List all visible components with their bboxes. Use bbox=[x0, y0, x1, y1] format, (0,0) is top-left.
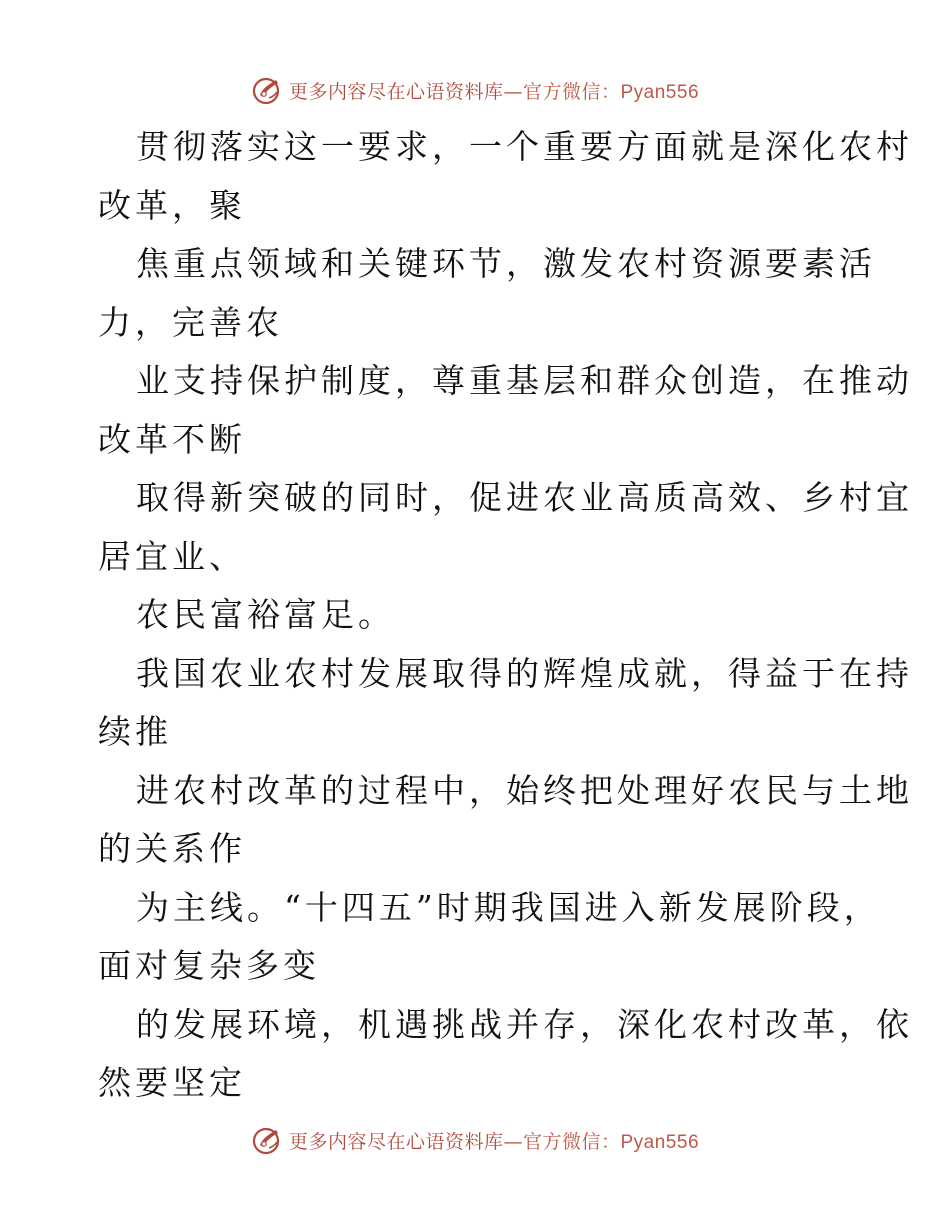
banner-text bbox=[289, 77, 699, 104]
body-line: 取得新突破的同时，促进农业高质高效、乡村宜 bbox=[136, 478, 913, 517]
body-line: 改革，聚 bbox=[98, 185, 246, 225]
body-line: 进农村改革的过程中，始终把处理好农民与土地 bbox=[136, 770, 913, 810]
body-line: 改革不断 bbox=[98, 419, 246, 459]
body-line: 的发展环境，机遇挑战并存，深化农村改革，依 bbox=[136, 1004, 913, 1044]
body-line: 焦重点领域和关键环节，激发农村资源要素活 bbox=[136, 244, 876, 283]
body-line: 农民富裕富足。 bbox=[136, 595, 395, 634]
body-line: 为主线。“十四五”时期我国进入新发展阶段， bbox=[136, 887, 881, 927]
banner-wechat-label: 官方微信： bbox=[522, 80, 621, 103]
banner-dash: — bbox=[503, 1130, 523, 1153]
body-line: 的关系作 bbox=[98, 829, 246, 868]
document-body bbox=[98, 118, 913, 1113]
body-line: 居宜业、 bbox=[98, 536, 246, 576]
body-line: 然要坚定 bbox=[98, 1063, 246, 1102]
banner-wechat-label: 官方微信： bbox=[522, 1130, 621, 1153]
header-banner bbox=[0, 72, 950, 108]
body-line: 力，完善农 bbox=[98, 302, 283, 342]
brand-logo-icon bbox=[251, 1124, 283, 1156]
body-line: 续推 bbox=[98, 712, 172, 751]
banner-site-name: 更多内容尽在心语资料库 bbox=[288, 80, 504, 103]
body-line: 面对复杂多变 bbox=[98, 946, 320, 985]
banner-dash: — bbox=[503, 80, 523, 103]
body-line: 业支持保护制度，尊重基层和群众创造，在推动 bbox=[136, 361, 913, 400]
brand-logo-icon bbox=[251, 74, 283, 106]
footer-banner bbox=[0, 1122, 950, 1158]
banner-wechat-id: Pyan556 bbox=[620, 1131, 700, 1153]
banner-text bbox=[289, 1127, 699, 1154]
body-line: 我国农业农村发展取得的辉煌成就，得益于在持 bbox=[136, 653, 913, 693]
body-line: 贯彻落实这一要求，一个重要方面就是深化农村 bbox=[136, 127, 913, 166]
banner-site-name: 更多内容尽在心语资料库 bbox=[288, 1130, 504, 1153]
banner-wechat-id: Pyan556 bbox=[620, 81, 700, 103]
